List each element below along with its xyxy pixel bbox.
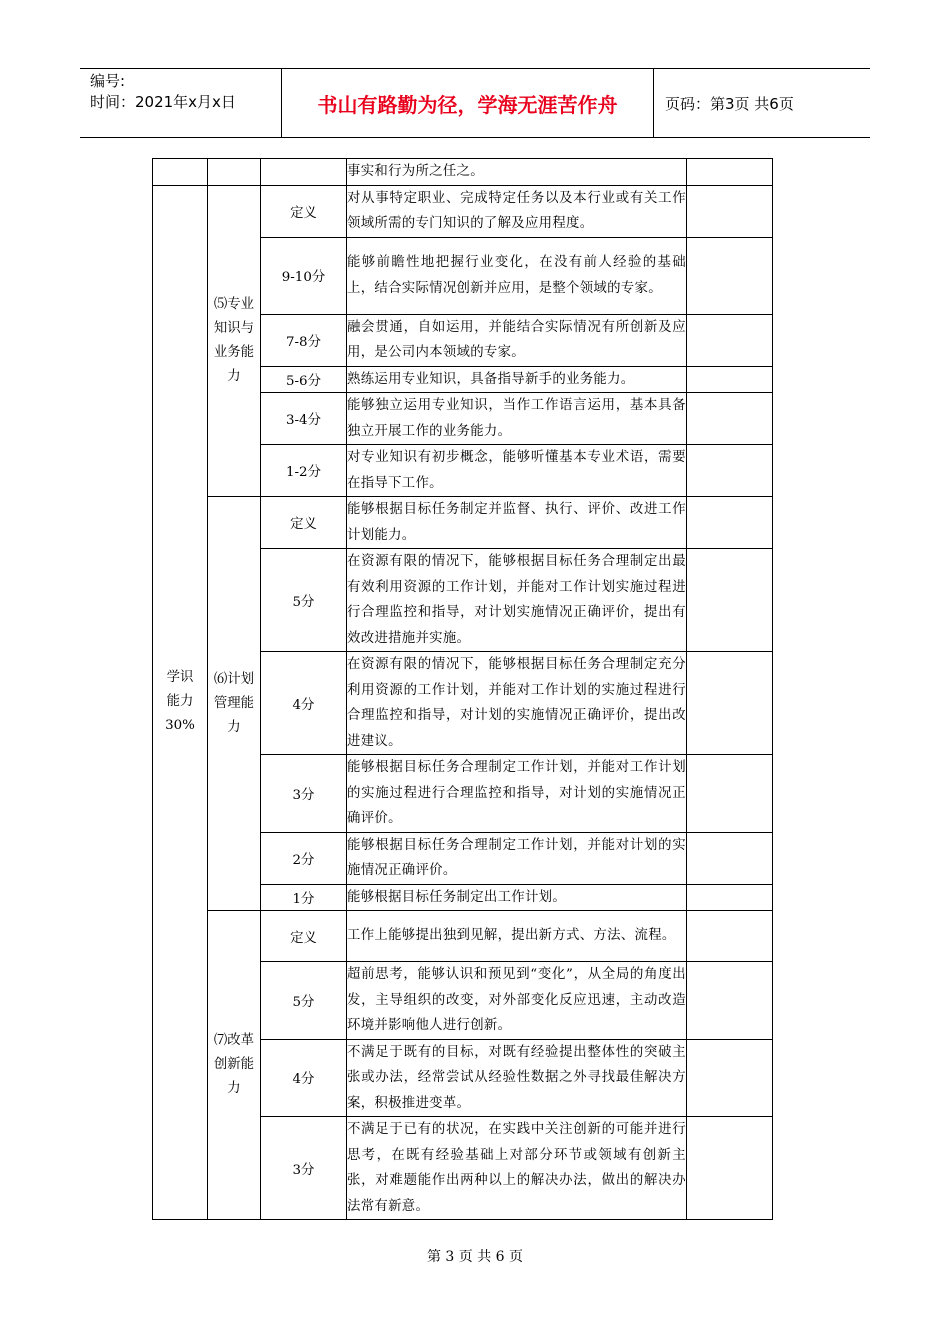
description-cell: 不满足于既有的目标，对既有经验提出整体性的突破主张或办法，经常尝试从经验性数据之外寻找最佳解决方案，积极推进变革。 [347, 1039, 687, 1117]
evaluation-table [152, 158, 773, 1220]
remark-cell [687, 962, 773, 1040]
score-cell: 2分 [261, 832, 347, 884]
description-cell: 不满足于已有的状况，在实践中关注创新的可能并进行思考，在既有经验基础上对部分环节或领域有创新主张，对难题能作出两种以上的解决办法，做出的解决办法常有新意。 [347, 1117, 687, 1220]
doc-time-label: 时间：2021年x月x日 [90, 93, 236, 111]
page-header [80, 68, 870, 138]
description-cell: 融会贯通，自如运用，并能结合实际情况有所创新及应用，是公司内本领域的专家。 [347, 314, 687, 366]
description-cell: 能够根据目标任务合理制定工作计划，并能对计划的实施情况正确评价。 [347, 832, 687, 884]
description-cell: 在资源有限的情况下，能够根据目标任务合理制定出最有效利用资源的工作计划，并能对工作计划实施过程进行合理监控和指导，对计划实施情况正确评价，提出有效改进措施并实施。 [347, 549, 687, 652]
description-cell: 事实和行为所之任之。 [347, 159, 687, 186]
description-cell: 能够根据目标任务合理制定工作计划，并能对工作计划的实施过程进行合理监控和指导，对计划的实施情况正确评价。 [347, 755, 687, 833]
header-divider [653, 69, 654, 137]
score-cell: 1-2分 [261, 445, 347, 497]
score-cell: 7-8分 [261, 314, 347, 366]
description-cell: 能够前瞻性地把握行业变化，在没有前人经验的基础上，结合实际情况创新并应用，是整个领域的专家。 [347, 237, 687, 314]
remark-cell [687, 497, 773, 549]
category-cell: 学识能力30% [153, 185, 208, 1220]
score-cell: 1分 [261, 884, 347, 911]
dimension-cell: ⑺改革创新能力 [208, 911, 261, 1220]
remark-cell [687, 755, 773, 833]
table-row [153, 185, 773, 237]
header-page-number: 页码：第3页 共6页 [665, 94, 794, 113]
score-cell: 9-10分 [261, 237, 347, 314]
description-cell: 能够根据目标任务制定并监督、执行、评价、改进工作计划能力。 [347, 497, 687, 549]
remark-cell [687, 314, 773, 366]
remark-cell [687, 237, 773, 314]
description-cell: 能够根据目标任务制定出工作计划。 [347, 884, 687, 911]
score-cell: 定义 [261, 497, 347, 549]
score-cell: 3-4分 [261, 393, 347, 445]
description-cell: 超前思考，能够认识和预见到“变化”，从全局的角度出发，主导组织的改变，对外部变化反应迅速，主动改造环境并影响他人进行创新。 [347, 962, 687, 1040]
remark-cell [687, 159, 773, 186]
remark-cell [687, 832, 773, 884]
description-cell: 能够独立运用专业知识，当作工作语言运用，基本具备独立开展工作的业务能力。 [347, 393, 687, 445]
dimension-cell: ⑹计划管理能力 [208, 497, 261, 911]
score-cell: 4分 [261, 652, 347, 755]
score-cell: 3分 [261, 755, 347, 833]
table-row [153, 159, 773, 186]
description-cell: 在资源有限的情况下，能够根据目标任务合理制定充分利用资源的工作计划，并能对工作计划的实施过程进行合理监控和指导，对计划的实施情况正确评价，提出改进建议。 [347, 652, 687, 755]
remark-cell [687, 185, 773, 237]
header-motto: 书山有路勤为径，学海无涯苦作舟 [317, 92, 618, 117]
score-cell: 4分 [261, 1039, 347, 1117]
table-cell [208, 159, 261, 186]
remark-cell [687, 549, 773, 652]
remark-cell [687, 393, 773, 445]
remark-cell [687, 652, 773, 755]
page-footer: 第 3 页 共 6 页 [426, 1249, 524, 1265]
remark-cell [687, 366, 773, 393]
table-row [153, 911, 773, 962]
remark-cell [687, 911, 773, 962]
score-cell: 定义 [261, 911, 347, 962]
description-cell: 对专业知识有初步概念，能够听懂基本专业术语，需要在指导下工作。 [347, 445, 687, 497]
remark-cell [687, 1117, 773, 1220]
description-cell: 熟练运用专业知识，具备指导新手的业务能力。 [347, 366, 687, 393]
remark-cell [687, 1039, 773, 1117]
table-row [153, 497, 773, 549]
table-cell [261, 159, 347, 186]
score-cell: 定义 [261, 185, 347, 237]
score-cell: 5分 [261, 962, 347, 1040]
header-meta [90, 71, 285, 113]
description-cell: 工作上能够提出独到见解，提出新方式、方法、流程。 [347, 911, 687, 962]
score-cell: 3分 [261, 1117, 347, 1220]
dimension-cell: ⑸专业知识与业务能力 [208, 185, 261, 497]
remark-cell [687, 884, 773, 911]
remark-cell [687, 445, 773, 497]
score-cell: 5-6分 [261, 366, 347, 393]
doc-number-label: 编号: [90, 72, 126, 90]
table-cell [153, 159, 208, 186]
score-cell: 5分 [261, 549, 347, 652]
description-cell: 对从事特定职业、完成特定任务以及本行业或有关工作领域所需的专门知识的了解及应用程度。 [347, 185, 687, 237]
